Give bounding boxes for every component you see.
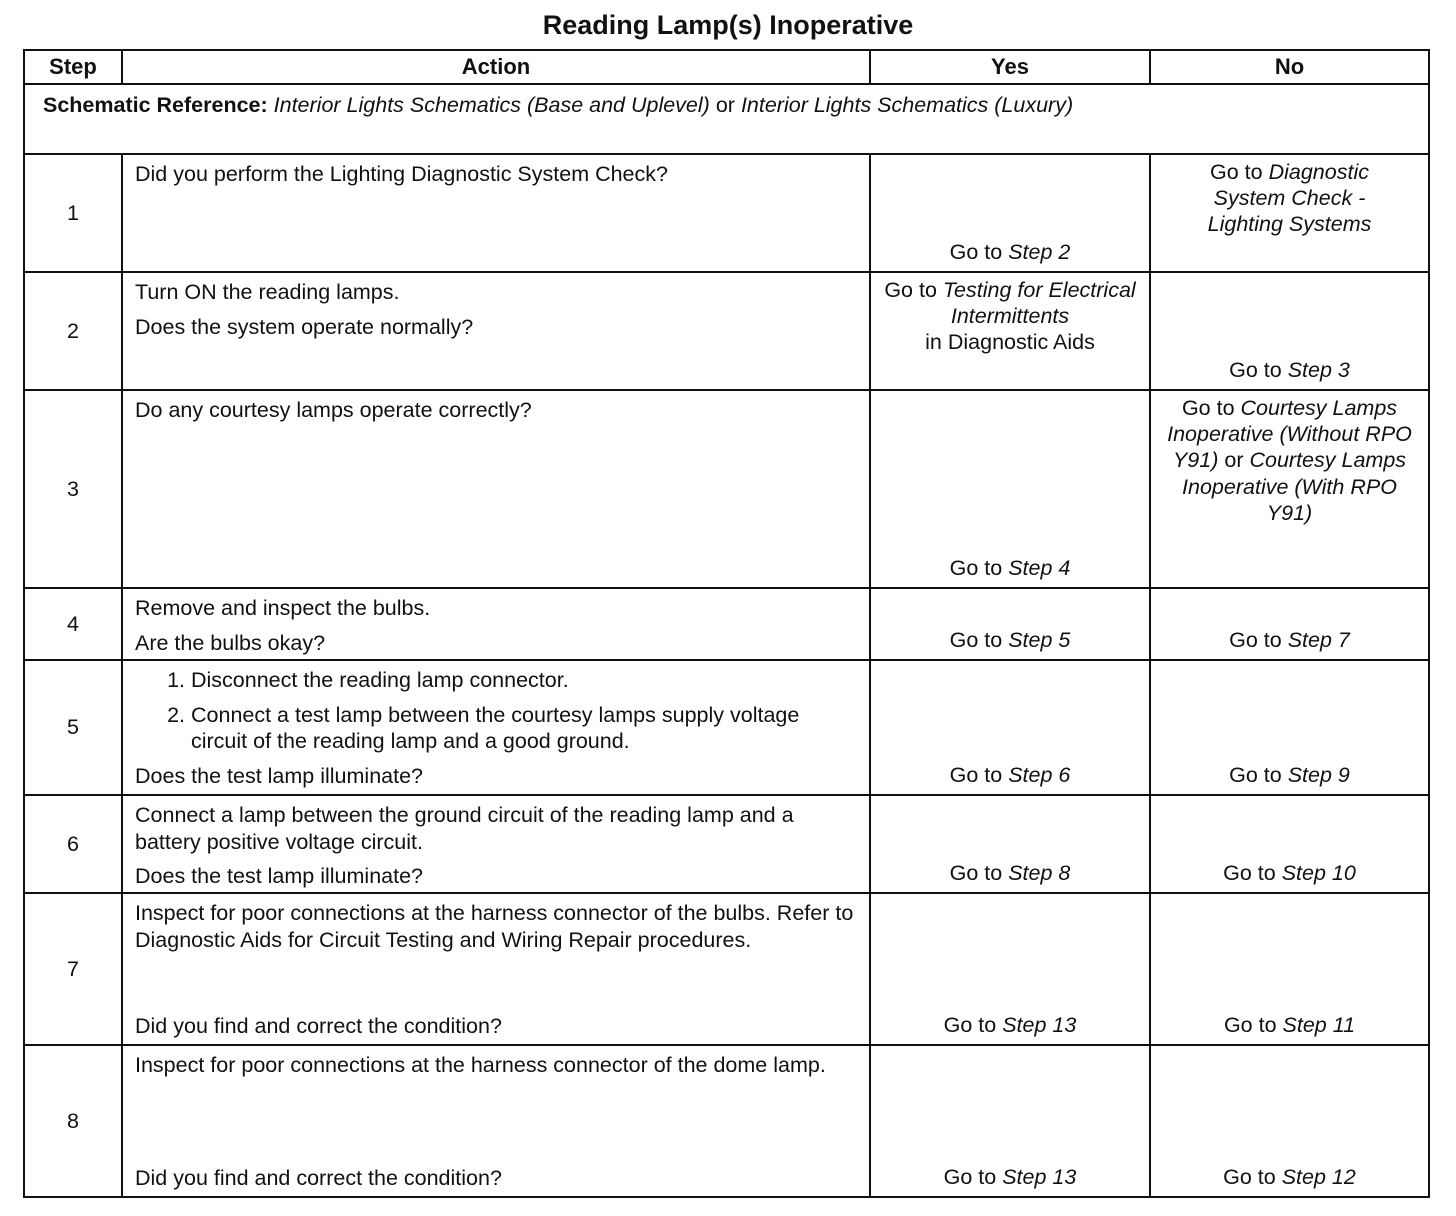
- step-number: 2: [24, 272, 122, 390]
- step-number: 5: [24, 660, 122, 795]
- header-yes: Yes: [870, 50, 1150, 84]
- no-target: Diagnostic System Check - Lighting Systems: [1207, 160, 1372, 237]
- yes-cell: Go to Step 13: [870, 1045, 1150, 1197]
- no-cell: Go to Step 11: [1150, 893, 1429, 1045]
- step-number: 7: [24, 893, 122, 1045]
- schematic-joiner: or: [715, 93, 735, 117]
- yes-target: Step 2: [1008, 239, 1071, 264]
- no-target: Step 10: [1281, 860, 1356, 885]
- table-row: [24, 390, 1429, 588]
- action-text: Remove and inspect the bulbs.: [135, 596, 431, 620]
- action-question: Are the bulbs okay?: [135, 630, 326, 655]
- yes-target: Step 5: [1008, 627, 1071, 652]
- yes-target: Step 4: [1008, 555, 1071, 580]
- step-action: [122, 660, 870, 795]
- no-target: Step 7: [1287, 627, 1350, 652]
- action-text: Did you perform the Lighting Diagnostic System Check?: [135, 162, 668, 186]
- no-target: Step 3: [1287, 357, 1350, 382]
- yes-cell: Go to Step 6: [870, 660, 1150, 795]
- table-row: [24, 588, 1429, 660]
- no-cell: Go to Step 3: [1150, 272, 1429, 390]
- no-target: Step 9: [1287, 762, 1350, 787]
- no-target: Courtesy Lamps Inoperative (Without RPO Y91): [1167, 396, 1412, 473]
- action-question: Does the test lamp illuminate?: [135, 864, 424, 889]
- action-question: Does the test lamp illuminate?: [135, 763, 424, 788]
- table-row: [24, 154, 1429, 272]
- no-joiner: or: [1224, 448, 1244, 473]
- table-row: [24, 1045, 1429, 1197]
- step-action: [122, 893, 870, 1045]
- page-title: Reading Lamp(s) Inoperative: [542, 10, 914, 40]
- step-action: [122, 795, 870, 893]
- step-action: [122, 1045, 870, 1197]
- diagnostic-table: [23, 49, 1430, 1198]
- yes-target: Step 13: [1002, 1012, 1077, 1037]
- table-row: [24, 272, 1429, 390]
- no-target: Step 11: [1282, 1012, 1356, 1037]
- yes-cell: Go to Step 2: [870, 154, 1150, 272]
- schematic-reference: [24, 84, 1429, 154]
- header-row: [24, 50, 1429, 84]
- yes-cell: Go to Step 8: [870, 795, 1150, 893]
- step-action: [122, 154, 870, 272]
- list-item: 1. Disconnect the reading lamp connector.: [191, 667, 857, 694]
- step-number: 3: [24, 390, 122, 588]
- yes-cell: Go to Testing for Electrical Intermittents in Diagnostic Aids: [870, 272, 1150, 390]
- schematic-ref-luxury: Interior Lights Schematics (Luxury): [740, 93, 1074, 117]
- action-question: Do any courtesy lamps operate correctly?: [135, 398, 532, 422]
- action-text: Inspect for poor connections at the harness connector of the dome lamp.: [135, 1053, 826, 1077]
- no-cell: Go to Step 12: [1150, 1045, 1429, 1197]
- no-cell: Go to Step 7: [1150, 588, 1429, 660]
- action-text: Turn ON the reading lamps.: [135, 280, 400, 304]
- step-number: 6: [24, 795, 122, 893]
- header-action: Action: [122, 50, 870, 84]
- list-item: 2. Connect a test lamp between the courtesy lamps supply voltage circuit of the reading lamp and a good ground.: [191, 702, 857, 755]
- step-action: [122, 390, 870, 588]
- step-number: 1: [24, 154, 122, 272]
- table-row: [24, 660, 1429, 795]
- step-action: [122, 588, 870, 660]
- yes-suffix: in Diagnostic Aids: [925, 330, 1095, 355]
- yes-target: Testing for Electrical Intermittents: [942, 278, 1136, 329]
- yes-target: Step 6: [1008, 762, 1071, 787]
- header-step: Step: [24, 50, 122, 84]
- yes-target: Step 13: [1002, 1164, 1077, 1189]
- action-list: [135, 667, 857, 755]
- no-cell: Go to Step 10: [1150, 795, 1429, 893]
- step-number: 8: [24, 1045, 122, 1197]
- no-cell: Go to Step 9: [1150, 660, 1429, 795]
- action-text: Inspect for poor connections at the harness connector of the bulbs. Refer to Diagnostic Aids for Circuit Testing and Wiring Repair procedures.: [135, 901, 854, 952]
- action-question: Does the system operate normally?: [135, 314, 474, 339]
- yes-cell: Go to Step 13: [870, 893, 1150, 1045]
- step-number: 4: [24, 588, 122, 660]
- schematic-label: Schematic Reference:: [43, 93, 268, 117]
- no-target-2: Courtesy Lamps Inoperative (With RPO Y91): [1182, 448, 1407, 525]
- table-row: [24, 795, 1429, 893]
- action-question: Did you find and correct the condition?: [135, 1014, 502, 1039]
- yes-cell: Go to Step 4: [870, 390, 1150, 588]
- no-cell: Go to Courtesy Lamps Inoperative (Without RPO Y91) or Courtesy Lamps Inoperative (With RPO Y91): [1150, 390, 1429, 588]
- yes-target: Step 8: [1008, 860, 1071, 885]
- schematic-ref-base: Interior Lights Schematics (Base and Uplevel): [273, 93, 710, 117]
- no-cell: Go to Diagnostic System Check - Lighting Systems: [1150, 154, 1429, 272]
- schematic-reference-row: [24, 84, 1429, 154]
- no-target: Step 12: [1281, 1164, 1356, 1189]
- header-no: No: [1150, 50, 1429, 84]
- action-text: Connect a lamp between the ground circuit of the reading lamp and a battery positive voltage circuit.: [135, 803, 794, 854]
- action-question: Did you find and correct the condition?: [135, 1166, 502, 1191]
- table-row: [24, 893, 1429, 1045]
- yes-cell: Go to Step 5: [870, 588, 1150, 660]
- step-action: [122, 272, 870, 390]
